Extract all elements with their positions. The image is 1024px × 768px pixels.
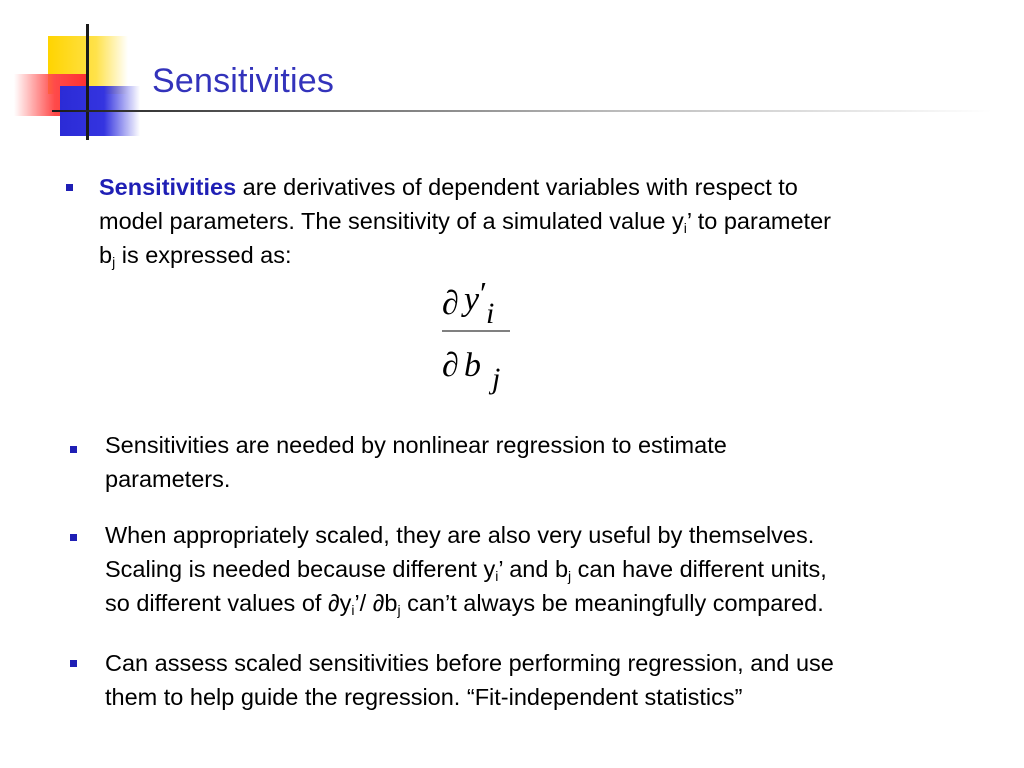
bullet-3 [105, 646, 1010, 714]
bullet-1 [105, 428, 1005, 496]
bullet-2-line-3-c: ’/ [354, 590, 373, 616]
intro-line-3-var: b [99, 242, 113, 268]
bullet-2-line-3-b: y [339, 590, 352, 616]
bullet-1-line-2: parameters. [105, 466, 231, 492]
bullet-2-line-2-b: ’ and b [498, 556, 569, 582]
denominator-b: b [464, 347, 481, 384]
subscript-i: i [683, 220, 687, 236]
highlight-term: Sensitivities [99, 174, 237, 200]
intro-line-3 [99, 238, 999, 272]
bullet-marker [70, 446, 77, 453]
bullet-3-line-1: Can assess scaled sensitivities before performing regression, and use [105, 650, 834, 676]
numerator-partial: ∂ [442, 285, 459, 322]
title-underline-rule [52, 110, 992, 112]
intro-line-2-text: model parameters. The sensitivity of a simulated value y [99, 208, 684, 234]
bullet-marker [70, 534, 77, 541]
bullet-2 [105, 518, 1010, 620]
partial-symbol: ∂ [327, 590, 340, 616]
numerator-subscript: i [486, 297, 495, 330]
subscript-j: j [397, 602, 401, 618]
intro-line-2 [99, 204, 999, 238]
numerator-y: y [464, 281, 480, 318]
subscript-i: i [351, 602, 355, 618]
denominator-partial: ∂ [442, 347, 459, 384]
decor-vertical-rule [86, 24, 89, 140]
numerator-prime: ′ [480, 280, 487, 311]
denominator-subscript: j [492, 362, 501, 395]
bullet-marker [66, 184, 73, 191]
bullet-2-line-2-c: can have different units, [571, 556, 827, 582]
bullet-2-line-3-e: can’t always be meaningfully compared. [400, 590, 824, 616]
subscript-i: i [495, 568, 499, 584]
bullet-2-line-2 [105, 552, 1010, 586]
sensitivity-equation [440, 280, 512, 398]
intro-line-2-tail: ’ to parameter [686, 208, 831, 234]
intro-line-1-text: are derivatives of dependent variables with respect to [236, 174, 798, 200]
bullet-marker [70, 660, 77, 667]
intro-line-3-text: is expressed as: [115, 242, 292, 268]
bullet-2-line-3-d: b [384, 590, 398, 616]
intro-paragraph [99, 170, 999, 272]
bullet-3-line-2: them to help guide the regression. “Fit-independent statistics” [105, 684, 743, 710]
intro-line-1 [99, 170, 999, 204]
bullet-2-line-2-a: Scaling is needed because different y [105, 556, 496, 582]
bullet-2-line-1: When appropriately scaled, they are also very useful by themselves. [105, 522, 815, 548]
bullet-2-line-3-a: so different values of [105, 590, 328, 616]
bullet-2-line-3 [105, 586, 1010, 620]
subscript-j: j [568, 568, 572, 584]
partial-symbol: ∂ [372, 590, 385, 616]
subscript-j: j [112, 254, 116, 270]
slide-title: Sensitivities [152, 62, 335, 100]
bullet-1-line-1: Sensitivities are needed by nonlinear regression to estimate [105, 432, 727, 458]
